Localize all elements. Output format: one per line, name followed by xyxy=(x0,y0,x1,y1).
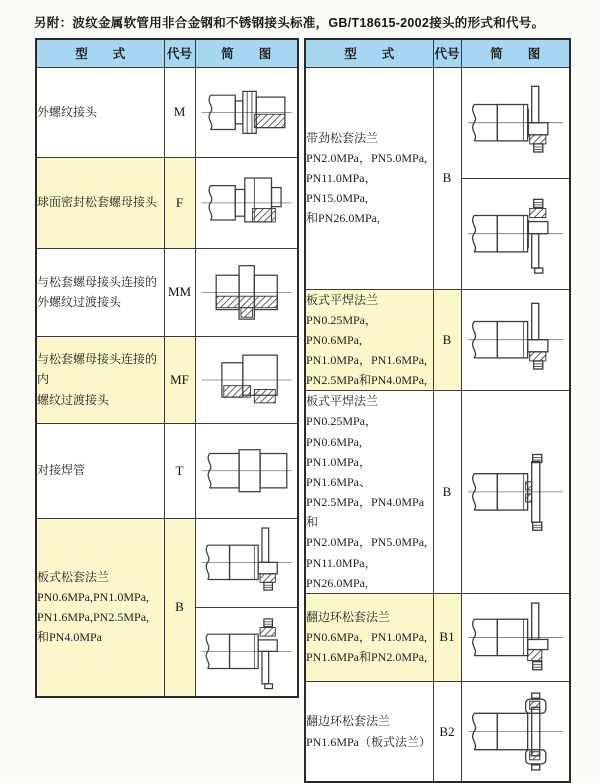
code-cell: M xyxy=(164,67,195,157)
fitting-table-left xyxy=(35,38,299,698)
type-text-line: PN0.6MPa,PN1.0MPa, xyxy=(37,589,150,604)
code-cell: B xyxy=(433,67,461,289)
page-title: 另附：波纹金属软管用非合金钢和不锈钢接头标准，GB/T18615-2002接头的形式和代号。 xyxy=(34,16,545,30)
type-text-line: PN11.0MPa，PN15.0MPa, xyxy=(306,170,377,206)
code-cell: T xyxy=(164,423,195,518)
table-row xyxy=(36,423,298,518)
type-cell xyxy=(305,681,433,782)
type-text-line: 与松套螺母接头连接的内 xyxy=(37,352,158,387)
diagram-cell xyxy=(195,248,298,336)
type-text-line: PN2.5MPa，PN4.0MPa和 xyxy=(306,495,425,530)
diagram-cell xyxy=(195,518,298,697)
fitting-diagram-plate-flange-down xyxy=(196,607,298,696)
code-cell: F xyxy=(164,157,195,248)
code-cell: B xyxy=(433,391,461,594)
type-text-line: PN1.0MPa，PN1.6MPa, xyxy=(306,352,428,367)
table-row xyxy=(305,67,570,289)
type-text-line: 与松套螺母接头连接的 xyxy=(37,274,158,289)
fitting-diagram-neck-flange-down xyxy=(462,178,570,289)
table-row xyxy=(36,248,298,336)
fitting-diagram-weld-flange-up xyxy=(462,293,570,386)
diagram-cell xyxy=(195,67,298,157)
type-cell xyxy=(36,336,164,423)
table-row xyxy=(305,289,570,391)
type-text-line: 板式平焊法兰 xyxy=(306,292,379,307)
diagram-cell xyxy=(195,336,298,423)
diagram-cell xyxy=(461,681,570,782)
type-text-line: PN0.25MPa，PN0.6MPa, xyxy=(306,414,378,449)
fitting-diagram-neck-flange-up xyxy=(462,68,570,178)
type-text-line: PN2.0MPa，PN5.0MPa, xyxy=(306,535,428,550)
type-cell xyxy=(36,157,164,248)
diagram-cell xyxy=(461,593,570,681)
column-header-type: 型 式 xyxy=(305,39,433,67)
type-text-line: 螺纹过渡接头 xyxy=(37,392,110,407)
table-row xyxy=(36,157,298,248)
column-header-diagram: 简 图 xyxy=(195,39,298,67)
fitting-diagram-male-thread xyxy=(196,68,298,156)
diagram-cell xyxy=(195,157,298,248)
code-cell: B xyxy=(433,289,461,391)
type-text-line: 板式松套法兰 xyxy=(37,569,110,584)
type-text-line: 外螺纹过渡接头 xyxy=(37,295,122,309)
fitting-diagram-male-female xyxy=(196,337,298,422)
type-text-line: 翻边环松套法兰 xyxy=(306,610,391,625)
type-cell xyxy=(305,593,433,681)
table-row xyxy=(36,336,298,423)
type-text-line: PN2.5MPa和PN4.0MPa, xyxy=(306,373,428,388)
column-header-code: 代号 xyxy=(433,39,461,67)
code-cell: MM xyxy=(164,248,195,336)
type-cell xyxy=(305,289,433,391)
type-cell xyxy=(305,391,433,594)
fitting-diagram-lap-ring-plate xyxy=(462,682,570,781)
type-text-line: 带劲松套法兰 xyxy=(306,130,379,145)
type-text-line: PN1.6MPa和PN2.0MPa, xyxy=(306,650,428,665)
fitting-table-right xyxy=(304,38,571,783)
type-text-line: PN0.25MPa，PN0.6MPa, xyxy=(306,312,378,347)
table-row xyxy=(36,67,298,157)
type-text-line: 和PN26.0MPa, xyxy=(306,211,381,226)
fitting-diagram-double-male xyxy=(196,249,298,335)
type-text-line: 和PN4.0MPa xyxy=(37,630,103,645)
type-cell xyxy=(36,518,164,697)
type-text-line: PN2.0MPa，PN5.0MPa, xyxy=(306,150,428,165)
type-text-line: 翻边环松套法兰 xyxy=(306,714,391,729)
column-header-diagram: 简 图 xyxy=(461,39,570,67)
tables-container xyxy=(35,38,571,783)
table-row xyxy=(36,518,298,697)
type-text-line: PN11.0MPa，PN26.0MPa, xyxy=(306,555,377,590)
code-cell: B xyxy=(164,518,195,697)
type-cell xyxy=(36,423,164,518)
fitting-diagram-butt-weld xyxy=(196,424,298,517)
diagram-cell xyxy=(195,423,298,518)
type-text-line: PN1.0MPa，PN1.6MPa、 xyxy=(306,454,372,489)
type-cell xyxy=(36,67,164,157)
type-text-line: PN1.6MPa（板式法兰） xyxy=(306,734,432,749)
code-cell: B2 xyxy=(433,681,461,782)
fitting-diagram-lap-ring-flange xyxy=(462,594,570,680)
diagram-cell xyxy=(461,289,570,391)
type-text-line: 对接焊管 xyxy=(37,463,86,478)
diagram-cell xyxy=(461,67,570,289)
type-text-line: PN1.6MPa,PN2.5MPa, xyxy=(37,610,150,624)
type-text-line: 球面密封松套螺母接头 xyxy=(37,195,158,210)
fitting-diagram-plate-flange-up xyxy=(196,519,298,607)
code-cell: MF xyxy=(164,336,195,423)
type-text-line: 板式平焊法兰 xyxy=(306,394,379,409)
type-cell xyxy=(305,67,433,289)
fitting-diagram-ball-seal-nut xyxy=(196,158,298,247)
diagram-cell xyxy=(461,391,570,594)
table-row xyxy=(305,391,570,594)
type-cell xyxy=(36,248,164,336)
table-row xyxy=(305,593,570,681)
column-header-code: 代号 xyxy=(164,39,195,67)
fitting-diagram-weld-flange-sym xyxy=(462,432,570,553)
column-header-type: 型 式 xyxy=(36,39,164,67)
type-text-line: PN0.6MPa，PN1.0MPa, xyxy=(306,630,428,645)
table-row xyxy=(305,681,570,782)
type-text-line: 外螺纹接头 xyxy=(37,104,98,119)
code-cell: B1 xyxy=(433,593,461,681)
